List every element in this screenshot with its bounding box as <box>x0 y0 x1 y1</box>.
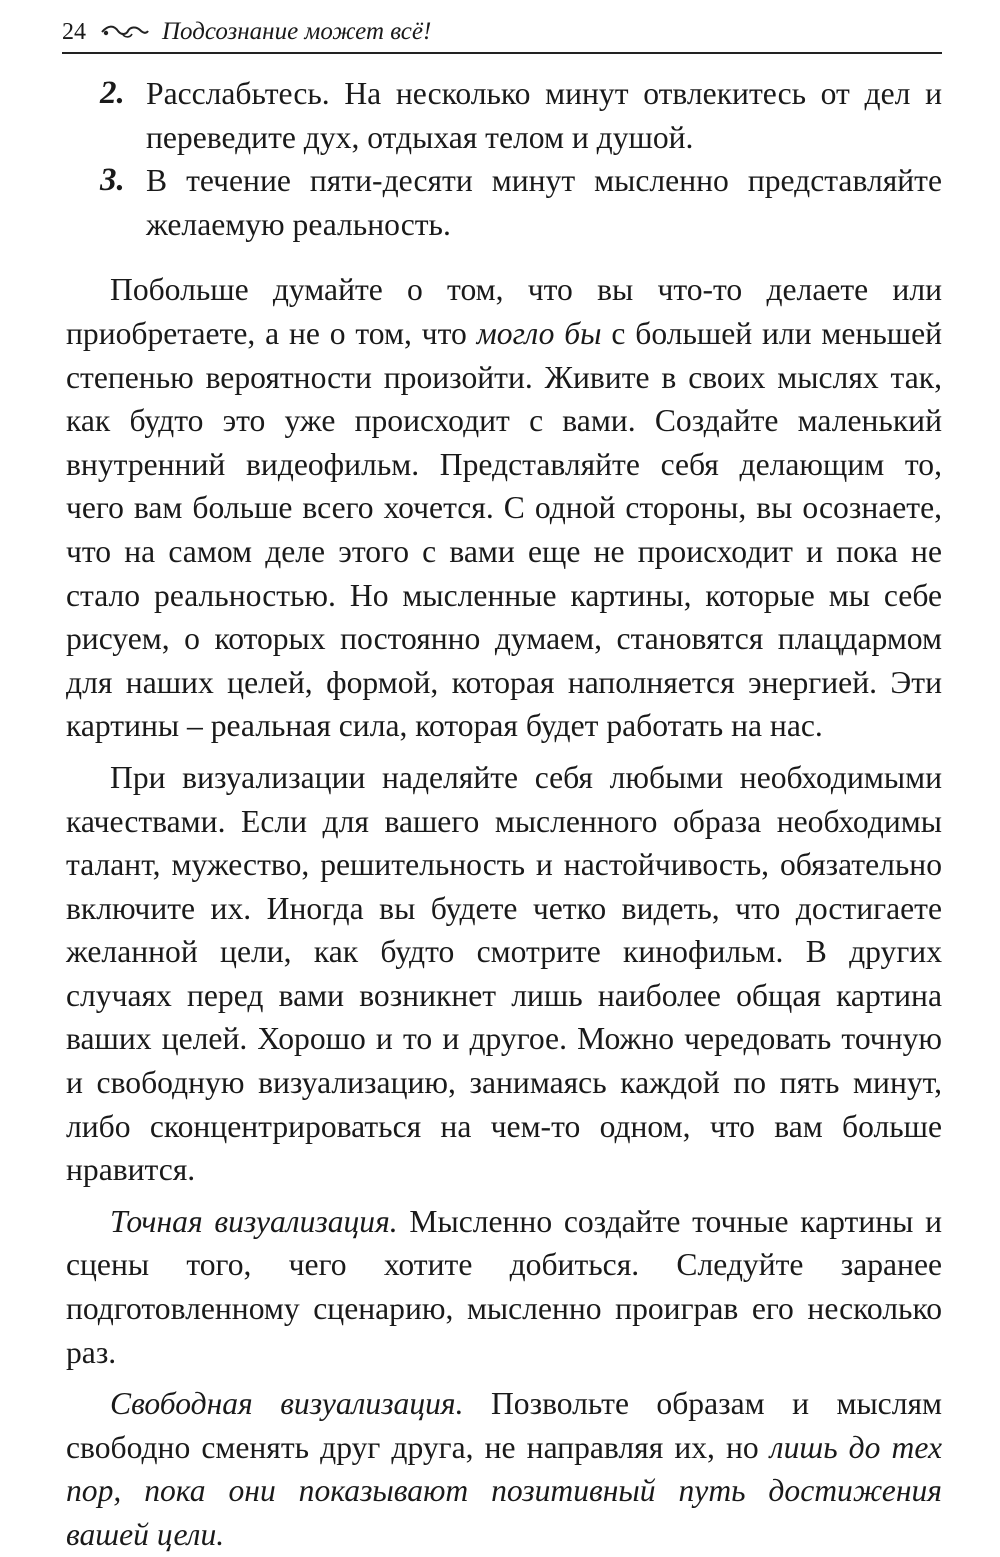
ornament-flourish-icon <box>100 23 150 41</box>
running-head <box>62 12 942 54</box>
page-number: 24 <box>62 18 86 45</box>
section-label: Точная визуализация. <box>110 1203 398 1239</box>
paragraph <box>66 268 942 748</box>
emphasis-text: лишь до тех пор, пока они показывают позитивный путь достижения вашей цели. <box>66 1429 942 1552</box>
paragraph-text: Мысленно создайте точные картины и сцены того, чего хотите добиться. Следуйте заранее подготовленному сценарию, мысленно проиграв его несколько раз. <box>66 1203 942 1370</box>
step-number: 3. <box>100 162 125 199</box>
step-text: Расслабьтесь. На несколько минут отвлекитесь от дел и переведите дух, отдыхая телом и душой. <box>146 76 942 155</box>
book-title: Подсознание может всё! <box>162 18 432 45</box>
paragraph-text: с большей или меньшей степенью вероятности произойти. Живите в своих мыслях так, как будто это уже происходит с вами. Создайте маленький внутренний видеофильм. Представляйте себя делающим то, чего вам больше всего хочется. С одной стороны, вы осознаете, что на самом деле этого с вами еще не происходит и пока не стало реальностью. Но мысленные картины, которые мы себе рисуем, о которых постоянно думаем, становятся плацдармом для наших целей, формой, которая наполняется энергией. Эти картины – реальная сила, которая будет работать на нас. <box>66 315 942 744</box>
paragraph-text: Побольше думайте о том, что вы что-то делаете или приобретаете, а не о том, что <box>66 272 942 351</box>
step-item <box>66 159 942 246</box>
emphasis-text: могло бы <box>476 315 602 351</box>
paragraph-text: Позвольте образам и мыслям свободно сменять друг друга, не направляя их, но <box>66 1386 942 1465</box>
paragraph: При визуализации наделяйте себя любыми необходимыми качествами. Если для вашего мысленного образа необходимы талант, мужество, решительность и настойчивость, обязательно включите их. Иногда вы будете четко видеть, что достигаете желанной цели, как будто смотрите кинофильм. В других случаях перед вами возникнет лишь наиболее общая картина ваших целей. Хорошо и то и другое. Можно чередовать точную и свободную визуализацию, занимаясь каждой по пять минут, либо сконцентрироваться на чем-то одном, что вам больше нравится. <box>66 759 942 1188</box>
numbered-steps <box>66 72 942 246</box>
paragraph <box>66 1200 942 1374</box>
step-number: 2. <box>100 75 125 111</box>
section-label: Свободная визуализация. <box>110 1386 464 1422</box>
paragraph <box>66 1382 942 1556</box>
step-text: В течение пяти-десяти минут мысленно представляйте желаемую реальность. <box>146 163 942 242</box>
page-content <box>66 72 942 1557</box>
step-item <box>66 72 942 159</box>
